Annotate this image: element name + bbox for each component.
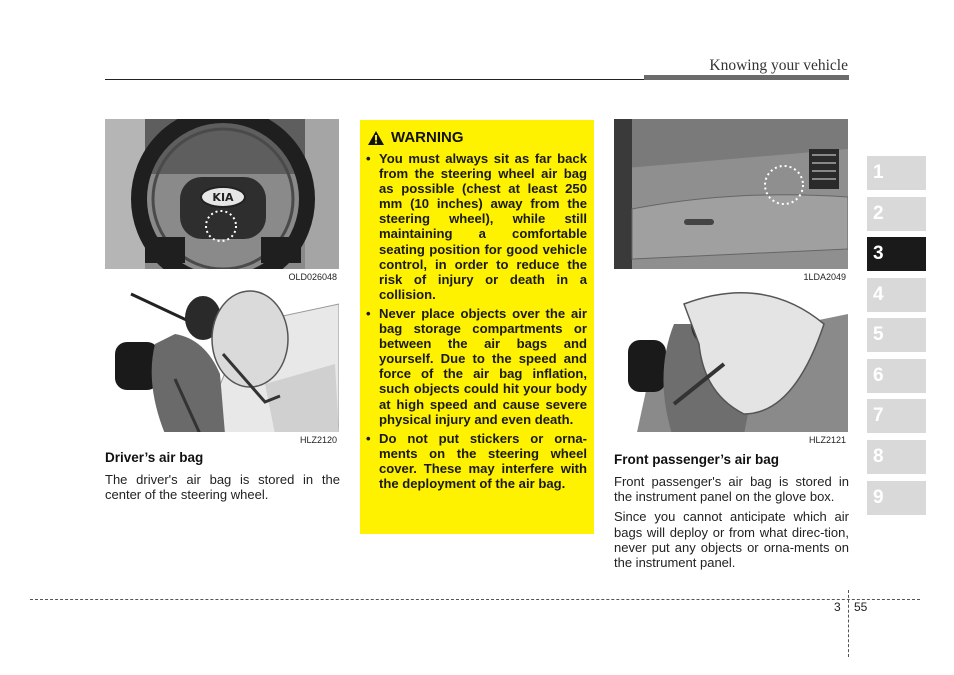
chapter-tab-6[interactable]: 6 [867,359,926,393]
warning-title: WARNING [391,129,464,146]
passenger-airbag-text [614,474,849,575]
image-code: OLD026048 [288,272,337,282]
chapter-tab-4[interactable]: 4 [867,278,926,312]
passenger-airbag-paragraph-2: Since you cannot anticipate which air bags will deploy or from what direc-tion, never put any objects or orna-ments on the instrument panel. [614,509,849,571]
chapter-tab-5[interactable]: 5 [867,318,926,352]
passenger-airbag-heading: Front passenger’s air bag [614,452,780,467]
footer-vertical-divider [848,590,849,657]
chapter-tab-9[interactable]: 9 [867,481,926,515]
chapter-tab-2[interactable]: 2 [867,197,926,231]
passenger-airbag-illustration [614,284,848,446]
chapter-tab-1[interactable]: 1 [867,156,926,190]
bullet-icon: • [366,430,371,446]
driver-airbag-text [105,472,340,507]
driver-airbag-paragraph: The driver's air bag is stored in the center of the steering wheel. [105,472,340,503]
chapter-tab-7[interactable]: 7 [867,399,926,433]
warning-list [366,151,587,495]
driver-airbag-illustration [105,284,339,446]
image-code: HLZ2120 [299,435,337,445]
svg-text:KIA: KIA [212,191,234,204]
warning-item: • Never place objects over the air bag storage compartments or between the air bags and yourself. Due to the speed and force of the air bag inflation, such objects could hit your body at high speed and cause severe physical injury and even death. [366,305,587,427]
section-title: Knowing your vehicle [709,57,848,74]
image-code: 1LDA2049 [803,272,846,282]
driver-airbag-heading: Driver’s air bag [105,450,204,465]
glove-box-image [614,119,848,283]
footer-divider [30,599,920,600]
warning-triangle-icon [368,131,384,145]
chapter-tab-3[interactable]: 3 [867,237,926,271]
bullet-icon: • [366,151,371,166]
chapter-number: 3 [834,600,841,614]
warning-box [360,120,594,534]
warning-item: • Do not put stickers or orna-ments on the steering wheel cover. These may interfere with the deployment of the air bag. [366,430,587,491]
chapter-tab-8[interactable]: 8 [867,440,926,474]
warning-heading [368,129,464,146]
header-bar [644,75,849,80]
image-code: HLZ2121 [808,435,846,445]
passenger-airbag-paragraph-1: Front passenger's air bag is stored in the instrument panel on the glove box. [614,474,849,505]
page-number: 55 [854,600,868,614]
warning-item: • You must always sit as far back from the steering wheel air bag as possible (chest at least 250 mm (10 inches) away from the steering wheel), while still maintaining a comfortable seating position for good vehicle control, in order to reduce the risk of injury or death in a collision. [366,151,587,302]
bullet-icon: • [366,305,371,321]
steering-wheel-image [105,119,339,283]
